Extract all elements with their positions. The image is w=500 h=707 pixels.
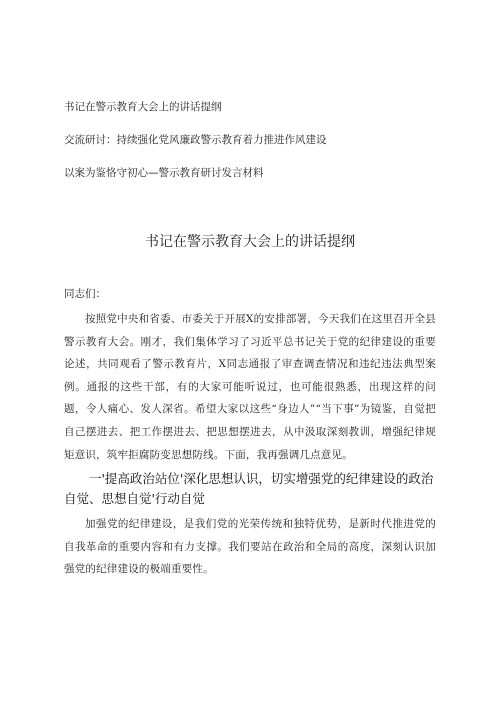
salutation: 同志们：: [64, 288, 106, 300]
body-paragraph-2: 加强党的纪律建设，是我们党的光荣传统和独特优势，是新时代推进党的自我革命的重要内容和有力支撑。我们要站在政治和全局的高度，深刻认识加强党的纪律建设的极端重要性。: [64, 518, 436, 576]
related-article-link-3[interactable]: 以案为鉴恪守初心—警示教育研讨发言材料: [64, 167, 264, 179]
body-paragraph-1: 按照党中央和省委、市委关于开展X的安排部署，今天我们在这里召开全县警示教育大会。刚才，我们集体学习了习近平总书记关于党的纪律建设的重要论述，共同观看了警示教育片，X同志通报了审查调查情况和违纪违法典型案例。通报的这些干部，有的大家可能听说过，也可能很熟悉，出现这样的问题，令人痛心、发人深省。希望大家以这些“身边人”“当下事”为镜鉴，自觉把自己摆进去、把工作摆进去、把思想摆进去，从中汲取深刻教训，增强纪律规矩意识，筑牢拒腐防变思想防线。下面，我再强调几点意见。: [64, 313, 436, 461]
section-heading-1: 一'提高政治站位'深化思想认识，切实增强党的纪律建设的政治自觉、思想自觉'行动自觉: [64, 471, 434, 507]
related-articles-list: [64, 100, 464, 199]
related-article-link-2[interactable]: 交流研讨：持续强化党风廉政警示教育着力推进作风建设: [64, 134, 327, 146]
related-article-link-1[interactable]: 书记在警示教育大会上的讲话提纲: [64, 101, 222, 113]
document-title: 书记在警示教育大会上的讲话提纲: [145, 234, 355, 250]
document-body: [64, 286, 436, 581]
